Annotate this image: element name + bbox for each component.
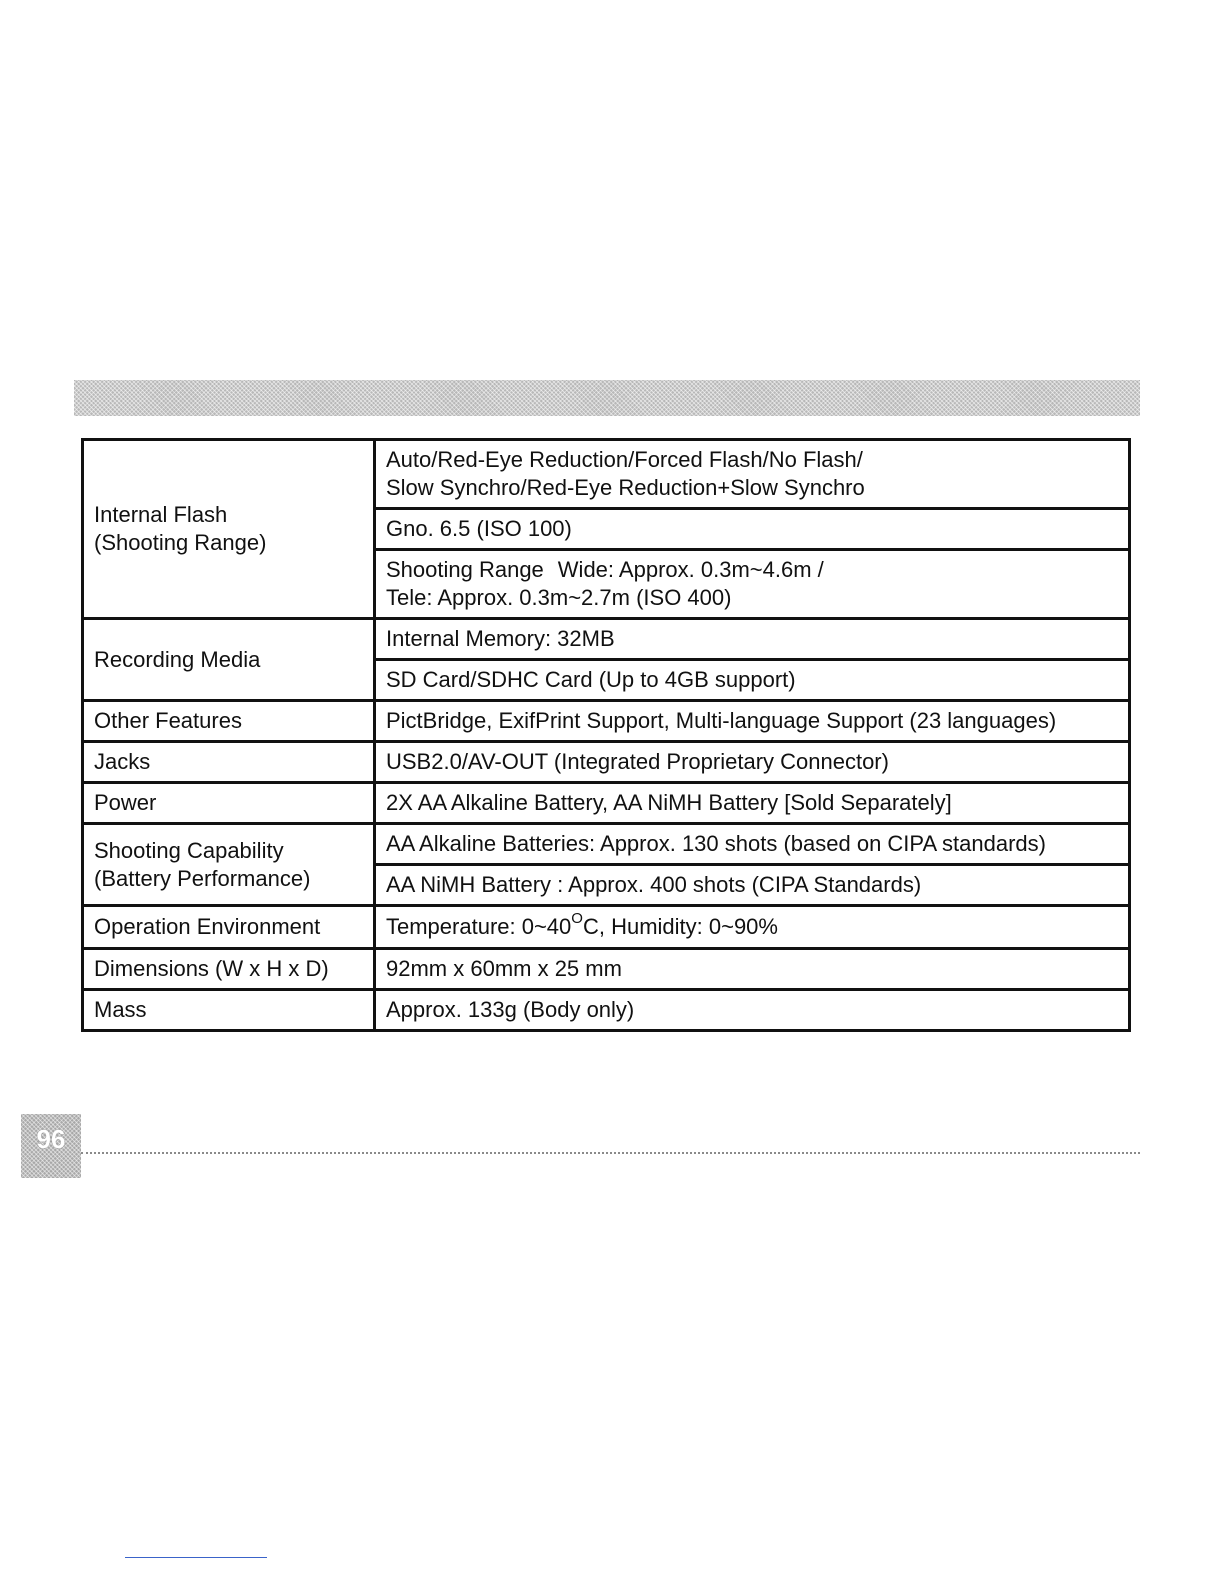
spec-value-line: Auto/Red-Eye Reduction/Forced Flash/No Flash/	[386, 447, 863, 472]
spec-value-line: Slow Synchro/Red-Eye Reduction+Slow Synchro	[386, 475, 865, 500]
table-row	[83, 783, 1130, 824]
spec-label-line: Internal Flash	[94, 502, 228, 527]
spec-value-internal-memory: Internal Memory: 32MB	[375, 619, 1130, 660]
spec-value-dimensions: 92mm x 60mm x 25 mm	[375, 949, 1130, 990]
spec-label-line: Shooting Capability	[94, 837, 284, 863]
spec-value-jacks: USB2.0/AV-OUT (Integrated Proprietary Connector)	[375, 742, 1130, 783]
spec-value-flash-gno: Gno. 6.5 (ISO 100)	[375, 509, 1130, 550]
spec-label-line: (Battery Performance)	[94, 865, 311, 891]
spec-value-flash-modes	[375, 440, 1130, 509]
spec-label-internal-flash	[83, 440, 375, 619]
table-row	[83, 701, 1130, 742]
page-number-tab	[21, 1114, 81, 1178]
section-header-band	[74, 380, 1140, 416]
table-row	[83, 440, 1130, 509]
spec-label-line: (Shooting Range)	[94, 530, 267, 555]
environment-humidity: C, Humidity: 0~90%	[582, 914, 778, 939]
degree-symbol: O	[571, 909, 583, 927]
spec-value-line: Tele: Approx. 0.3m~2.7m (ISO 400)	[386, 585, 732, 610]
spec-value-power: 2X AA Alkaline Battery, AA NiMH Battery [Sold Separately]	[375, 783, 1130, 824]
spec-label-jacks: Jacks	[83, 742, 375, 783]
spec-value-other-features: PictBridge, ExifPrint Support, Multi-language Support (23 languages)	[375, 701, 1130, 742]
spec-label-dimensions: Dimensions (W x H x D)	[83, 949, 375, 990]
flash-range-wide: Wide: Approx. 0.3m~4.6m /	[557, 557, 824, 582]
spec-label-shooting-capability	[83, 824, 375, 906]
table-row	[83, 949, 1130, 990]
spec-value-operation-environment	[375, 906, 1130, 949]
spec-value-flash-range	[375, 550, 1130, 619]
spec-value-line	[386, 556, 1118, 584]
environment-temperature: Temperature: 0~40	[386, 914, 572, 939]
footer-dotted-rule	[81, 1152, 1140, 1154]
table-row	[83, 619, 1130, 660]
table-row	[83, 824, 1130, 865]
table-row	[83, 906, 1130, 949]
flash-range-label: Shooting Range	[386, 557, 544, 582]
spec-value-sd-card: SD Card/SDHC Card (Up to 4GB support)	[375, 660, 1130, 701]
spec-label-mass: Mass	[83, 990, 375, 1031]
table-row	[83, 742, 1130, 783]
table-row	[83, 990, 1130, 1031]
bottom-rule-line	[125, 1557, 267, 1558]
spec-label-recording-media: Recording Media	[83, 619, 375, 701]
spec-label-other-features: Other Features	[83, 701, 375, 742]
spec-label-power: Power	[83, 783, 375, 824]
spec-value-mass: Approx. 133g (Body only)	[375, 990, 1130, 1031]
spec-label-operation-environment: Operation Environment	[83, 906, 375, 949]
page-number: 96	[36, 1124, 66, 1154]
spec-value-alkaline-shots: AA Alkaline Batteries: Approx. 130 shots (based on CIPA standards)	[375, 824, 1130, 865]
specifications-table	[81, 438, 1131, 1032]
spec-value-nimh-shots: AA NiMH Battery : Approx. 400 shots (CIPA Standards)	[375, 865, 1130, 906]
